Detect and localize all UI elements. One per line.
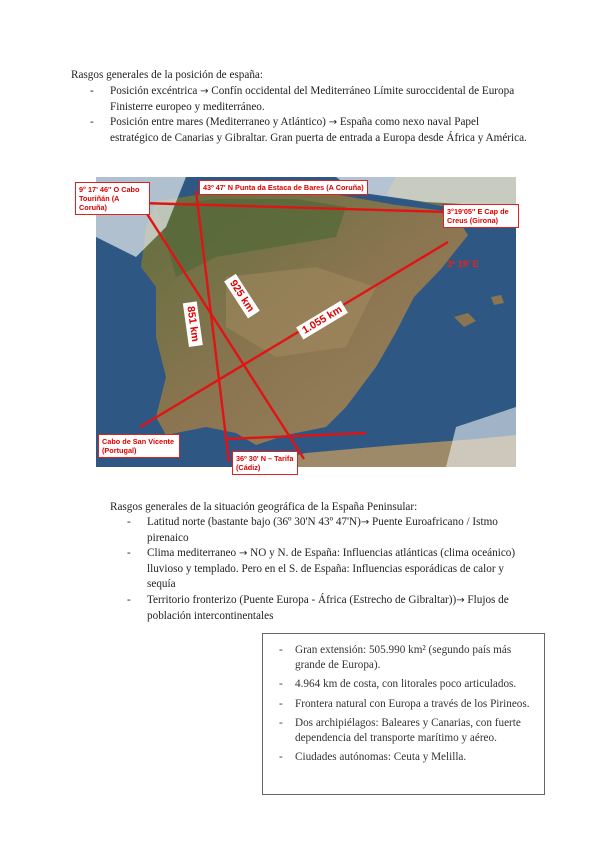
section1-list [90,84,530,146]
label-tarifa: 36º 30' N – Tarifa (Cádiz) [232,451,298,475]
list-item: - Posición excéntrica → Confín occidental del Mediterráneo Límite suroccidental de Europa Finisterre europeo y mediterráneo. [90,84,530,115]
iberia-satellite-map [79,177,516,472]
label-east-coordinate: 3º 19' E [447,259,479,269]
list-item: - Latitud norte (bastante bajo (36º 30'N 43º 47'N)→ Puente Euroafricano / Istmo pirenaico [127,515,527,546]
list-item: - Dos archipiélagos: Baleares y Canarias, con fuerte dependencia del transporte marítimo y aéreo. [279,716,535,746]
distance-925: 925 km [224,274,260,318]
list-item: - 4.964 km de costa, con litorales poco articulados. [279,677,535,692]
arrow-icon: → [238,548,248,560]
list-item: - Territorio fronterizo (Puente Europa - África (Estrecho de Gibraltar))→ Flujos de población intercontinentales [127,593,527,624]
section2-title: Rasgos generales de la situación geográfica de la España Peninsular: [110,501,418,513]
label-cap-de-creus: 3°19'05'' E Cap de Creus (Girona) [443,204,519,228]
label-cabo-tourinan: 9° 17' 46'' O Cabo Touriñán (A Coruña) [75,182,150,215]
section2-list [127,515,527,624]
list-item: - Clima mediterraneo → NO y N. de España: Influencias atlánticas (clima oceánico) lluvioso y templado. Pero en el S. de España: Influencias esporádicas de calor y sequía [127,546,527,593]
distance-851: 851 km [183,301,203,346]
list-item: - Frontera natural con Europa a través de los Pirineos. [279,697,535,712]
arrow-icon: → [360,517,370,528]
arrow-icon: → [456,594,465,606]
arrow-icon: → [200,86,209,97]
arrow-icon: → [328,117,338,129]
label-estaca-de-bares: 43º 47' N Punta da Estaca de Bares (A Coruña) [199,180,368,195]
list-item: - Posición entre mares (Mediterraneo y Atlántico) → España como nexo naval Papel estratégico de Canarias y Gibraltar. Gran puerta de entrada a Europa desde África y América. [90,115,530,146]
summary-box [262,633,545,795]
distance-1055: 1.055 km [296,301,348,340]
label-cabo-san-vicente: Cabo de San Vicente (Portugal) [98,434,180,458]
list-item: - Gran extensión: 505.990 km² (segundo país más grande de Europa). [279,643,535,673]
list-item: - Ciudades autónomas: Ceuta y Melilla. [279,750,535,765]
section1-title: Rasgos generales de la posición de españa: [71,69,263,81]
